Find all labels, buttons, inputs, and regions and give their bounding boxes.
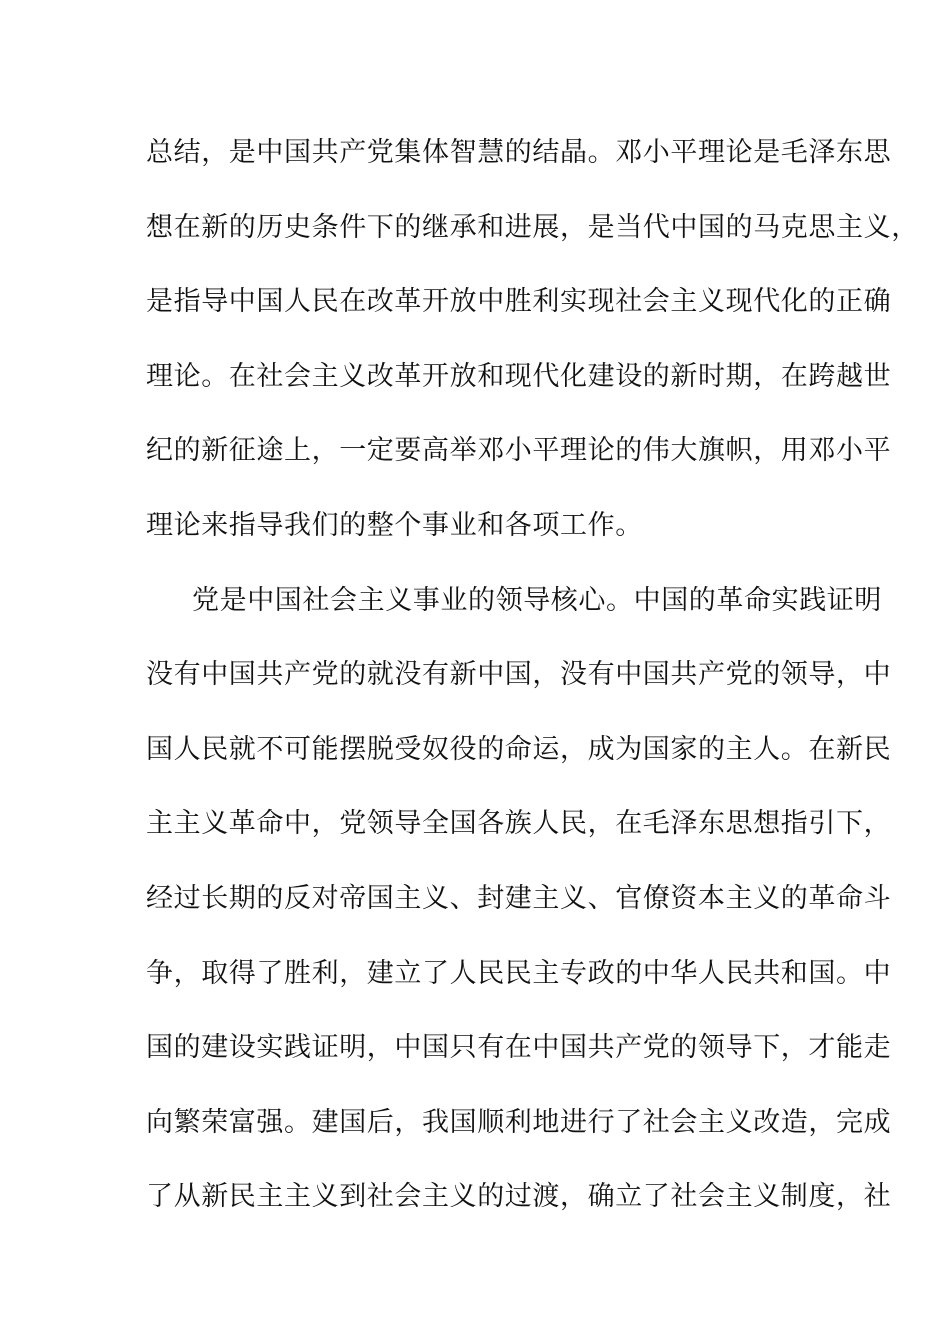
paragraph-start-line: 党是中国社会主义事业的领导核心。中国的革命实践证明 [192, 584, 882, 616]
text-line: 是指导中国人民在改革开放中胜利实现社会主义现代化的正确 [146, 286, 892, 318]
text-line: 主主义革命中，党领导全国各族人民，在毛泽东思想指引下， [146, 808, 892, 840]
text-line: 没有中国共产党的就没有新中国，没有中国共产党的领导，中 [146, 659, 892, 691]
text-line: 了从新民主主义到社会主义的过渡，确立了社会主义制度，社 [146, 1181, 892, 1213]
text-line: 纪的新征途上，一定要高举邓小平理论的伟大旗帜，用邓小平 [146, 435, 892, 467]
text-line: 国的建设实践证明，中国只有在中国共产党的领导下，才能走 [146, 1032, 892, 1064]
text-line: 理论来指导我们的整个事业和各项工作。 [146, 509, 643, 541]
text-line: 向繁荣富强。建国后，我国顺利地进行了社会主义改造，完成 [146, 1106, 892, 1138]
text-line: 理论。在社会主义改革开放和现代化建设的新时期，在跨越世 [146, 360, 892, 392]
text-line: 经过长期的反对帝国主义、封建主义、官僚资本主义的革命斗 [146, 882, 892, 914]
text-line: 国人民就不可能摆脱受奴役的命运，成为国家的主人。在新民 [146, 733, 892, 765]
text-line: 争，取得了胜利，建立了人民民主专政的中华人民共和国。中 [146, 957, 892, 989]
text-line: 想在新的历史条件下的继承和进展，是当代中国的马克思主义， [146, 211, 919, 243]
text-line: 总结，是中国共产党集体智慧的结晶。邓小平理论是毛泽东思 [146, 137, 892, 168]
body-text [146, 130, 919, 1249]
